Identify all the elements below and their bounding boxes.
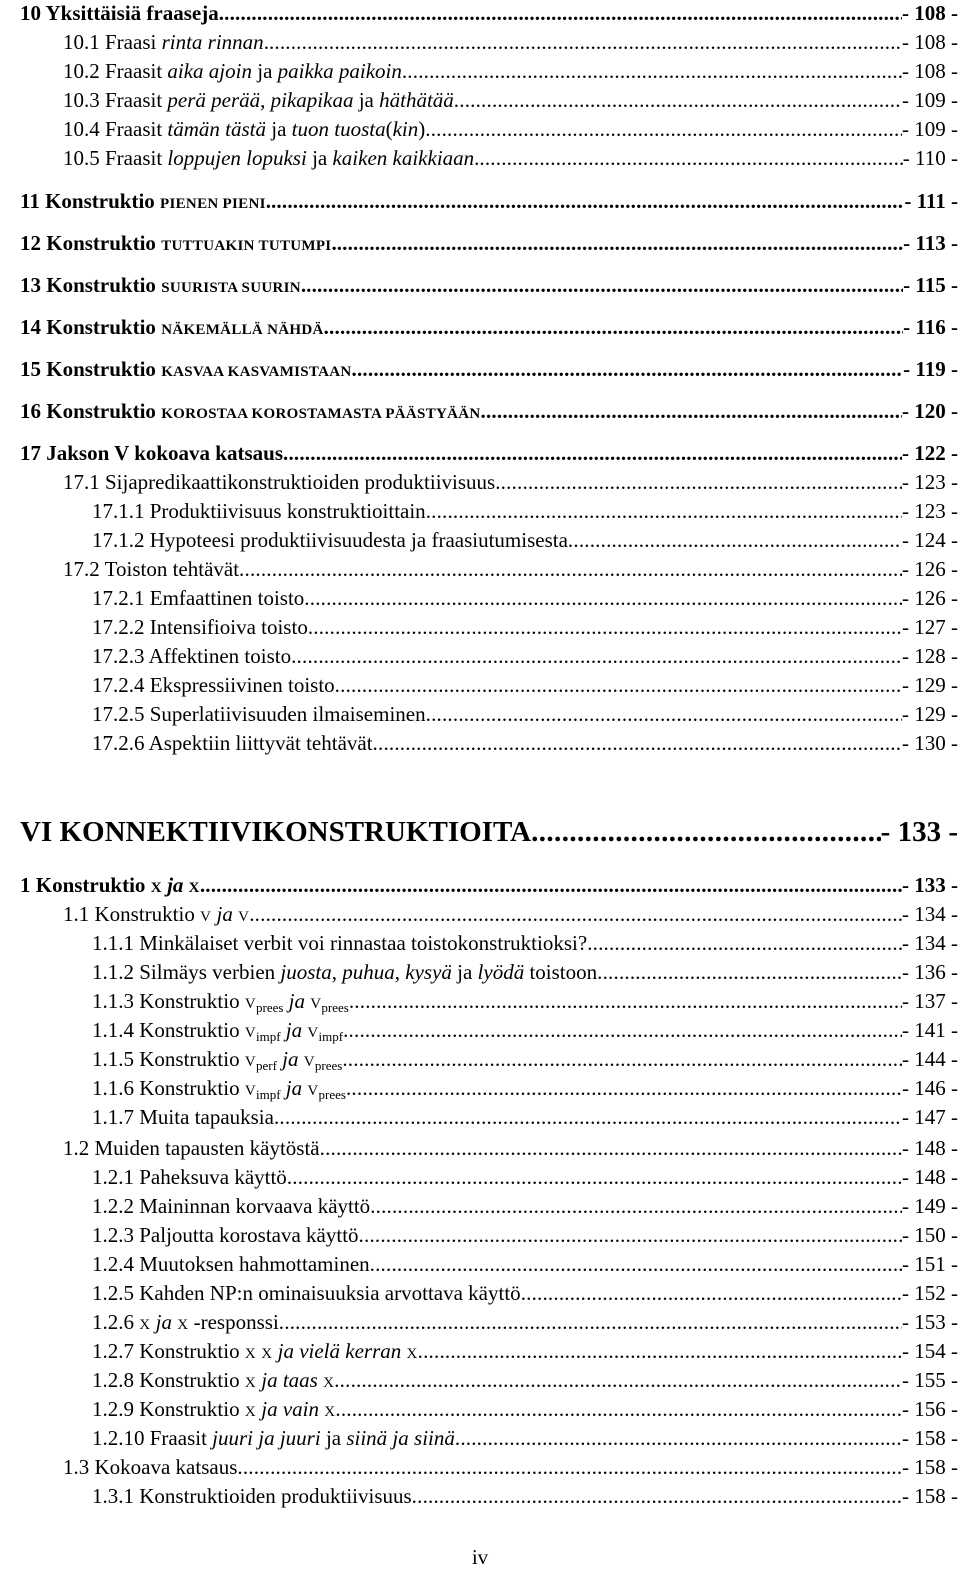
toc-entry[interactable] xyxy=(0,1457,958,1478)
dot-leader xyxy=(304,588,902,609)
dot-leader xyxy=(346,1078,902,1099)
toc-entry-title: 17.2.5 Superlatiivisuuden ilmaiseminen xyxy=(92,702,426,726)
dot-leader xyxy=(425,119,902,140)
toc-entry-page: - 127 - xyxy=(902,615,958,639)
toc-entry-page: - 158 - xyxy=(902,1426,958,1450)
toc-entry-page: - 148 - xyxy=(902,1136,958,1160)
dot-leader xyxy=(521,1283,902,1304)
dot-leader xyxy=(271,191,904,212)
dot-leader xyxy=(279,1312,902,1333)
toc-entry-page: - 134 - xyxy=(902,931,958,955)
toc-entry-page: - 144 - xyxy=(902,1047,958,1071)
toc-entry-title: 1.1.5 Konstruktio $V_{perf}$ ja $V_{prees}$ xyxy=(92,1047,343,1073)
toc-entry-title: 17.2.1 Emfaattinen toisto xyxy=(92,586,305,610)
toc-entry-title: 1.2.7 Konstruktio X X ja vielä kerran X xyxy=(92,1339,418,1363)
dot-leader xyxy=(402,61,902,82)
dot-leader xyxy=(426,704,902,725)
toc-entry-page: - 149 - xyxy=(902,1194,958,1218)
toc-entry[interactable] xyxy=(0,275,958,296)
toc-entry-title: 17.1.1 Produktiivisuus konstruktioittain xyxy=(92,499,426,523)
toc-entry-page: - 128 - xyxy=(902,644,958,668)
dot-leader xyxy=(334,1370,902,1391)
dot-leader xyxy=(454,90,902,111)
toc-entry[interactable] xyxy=(0,675,958,696)
toc-entry[interactable] xyxy=(0,1167,958,1188)
dot-leader xyxy=(481,401,902,422)
toc-entry-page: - 110 - xyxy=(902,146,958,170)
dot-leader xyxy=(306,275,903,296)
dot-leader xyxy=(426,501,902,522)
dot-leader xyxy=(342,1049,902,1070)
toc-entry[interactable] xyxy=(0,1196,958,1217)
dot-leader xyxy=(308,617,902,638)
toc-entry-title: 11 Konstruktio PIENEN PIENI. xyxy=(20,189,271,213)
toc-entry-title: 1.3 Kokoava katsaus xyxy=(63,1455,238,1479)
dot-leader xyxy=(237,1457,902,1478)
dot-leader xyxy=(291,646,902,667)
toc-entry-page: - 123 - xyxy=(902,470,958,494)
toc-entry-title: 17.2.2 Intensifioiva toisto xyxy=(92,615,308,639)
toc-entry[interactable] xyxy=(0,1047,958,1073)
dot-leader xyxy=(274,1107,902,1128)
toc-entry-page: - 158 - xyxy=(902,1455,958,1479)
toc-entry-title: 10.2 Fraasit aika ajoin ja paikka paikoin xyxy=(63,59,402,83)
dot-leader xyxy=(455,1428,902,1449)
toc-entry[interactable] xyxy=(0,233,958,254)
toc-entry[interactable] xyxy=(0,1225,958,1246)
toc-entry-title: 17.2.4 Ekspressiivinen toisto xyxy=(92,673,335,697)
toc-entry-page: - 147 - xyxy=(902,1105,958,1129)
toc-entry-title: 1.2 Muiden tapausten käytöstä xyxy=(63,1136,320,1160)
toc-entry-page: - 124 - xyxy=(902,528,958,552)
toc-entry-page: - 111 - xyxy=(904,189,958,213)
dot-leader xyxy=(287,1167,902,1188)
dot-leader xyxy=(337,233,903,254)
toc-entry[interactable] xyxy=(0,1076,958,1102)
dot-leader xyxy=(269,32,902,53)
toc-entry-page: - 150 - xyxy=(902,1223,958,1247)
toc-entry-title: 17.1 Sijapredikaattikonstruktioiden produktiivisuus xyxy=(63,470,496,494)
toc-entry[interactable] xyxy=(0,1486,958,1507)
dot-leader xyxy=(283,443,902,464)
toc-entry-page: - 133 - xyxy=(880,816,958,848)
toc-entry-title: 1.2.5 Kahden NP:n ominaisuuksia arvottava käyttö xyxy=(92,1281,521,1305)
toc-entry-page: - 137 - xyxy=(902,989,958,1013)
toc-entry-title: 1.1.4 Konstruktio $V_{impf}$ ja $V_{impf}$ xyxy=(92,1018,344,1044)
toc-entry-page: - 136 - xyxy=(902,960,958,984)
toc-entry-title: 1.2.9 Konstruktio X ja vain X xyxy=(92,1397,336,1421)
toc-entry-page: - 116 - xyxy=(903,315,958,339)
toc-entry-title: 10 Yksittäisiä fraaseja xyxy=(20,1,219,25)
toc-entry-title: 17.2 Toiston tehtävät xyxy=(63,557,240,581)
toc-entry-title: 1.2.4 Muutoksen hahmottaminen xyxy=(92,1252,370,1276)
dot-leader xyxy=(352,359,904,380)
toc-entry[interactable] xyxy=(0,904,958,925)
dot-leader xyxy=(418,1341,902,1362)
toc-entry[interactable] xyxy=(0,818,958,847)
toc-entry[interactable] xyxy=(0,530,958,551)
dot-leader xyxy=(479,148,902,169)
toc-entry-page: - 119 - xyxy=(903,357,958,381)
dot-leader xyxy=(335,1399,902,1420)
toc-entry[interactable] xyxy=(0,588,958,609)
dot-leader xyxy=(249,904,902,925)
toc-entry-title: 17 Jakson V kokoava katsaus xyxy=(20,441,283,465)
toc-entry-page: - 130 - xyxy=(902,731,958,755)
toc-entry[interactable] xyxy=(0,1254,958,1275)
toc-entry[interactable] xyxy=(0,1107,958,1128)
toc-entry-page: - 156 - xyxy=(902,1397,958,1421)
toc-entry-title: 1.2.3 Paljoutta korostava käyttö xyxy=(92,1223,359,1247)
toc-entry-page: - 155 - xyxy=(902,1368,958,1392)
toc-entry[interactable] xyxy=(0,1428,958,1449)
toc-entry-page: - 133 - xyxy=(902,873,958,897)
dot-leader xyxy=(412,1486,902,1507)
toc-entry-page: - 154 - xyxy=(902,1339,958,1363)
toc-entry-title: 10.5 Fraasit loppujen lopuksi ja kaiken kaikkiaan. xyxy=(63,146,480,170)
toc-entry[interactable] xyxy=(0,1312,958,1333)
toc-entry-page: - 148 - xyxy=(902,1165,958,1189)
toc-entry-page: - 126 - xyxy=(902,586,958,610)
toc-entry-page: - 153 - xyxy=(902,1310,958,1334)
toc-entry[interactable] xyxy=(0,1138,958,1159)
dot-leader xyxy=(495,472,902,493)
dot-leader xyxy=(335,675,902,696)
dot-leader xyxy=(219,3,902,24)
toc-entry[interactable] xyxy=(0,472,958,493)
toc-entry-title: 1.2.6 X ja X -responssi xyxy=(92,1310,279,1334)
toc-entry[interactable] xyxy=(0,733,958,754)
toc-entry[interactable] xyxy=(0,617,958,638)
toc-entry[interactable] xyxy=(0,148,958,169)
dot-leader xyxy=(568,530,902,551)
toc-entry[interactable] xyxy=(0,119,958,140)
toc-entry[interactable] xyxy=(0,704,958,725)
toc-entry[interactable] xyxy=(0,191,958,212)
toc-entry[interactable] xyxy=(0,1399,958,1420)
toc-entry-title: 15 Konstruktio KASVAA KASVAMISTAAN xyxy=(20,357,352,381)
dot-leader xyxy=(370,1254,902,1275)
toc-entry-title: 10.1 Fraasi rinta rinnan. xyxy=(63,30,269,54)
toc-entry-title: 16 Konstruktio KOROSTAA KOROSTAMASTA PÄÄSTYÄÄN xyxy=(20,399,481,423)
toc-entry-page: - 109 - xyxy=(902,117,958,141)
toc-entry-title: VI KONNEKTIIVIKONSTRUKTIOITA xyxy=(20,816,532,848)
toc-entry-page: - 129 - xyxy=(902,702,958,726)
toc-entry-page: - 158 - xyxy=(902,1484,958,1508)
dot-leader xyxy=(373,733,902,754)
dot-leader xyxy=(200,875,902,896)
toc-entry-title: 13 Konstruktio SUURISTA SUURIN. xyxy=(20,273,307,297)
toc-entry[interactable] xyxy=(0,962,958,983)
toc-entry-page: - 120 - xyxy=(902,399,958,423)
toc-entry-title: 17.1.2 Hypoteesi produktiivisuudesta ja fraasiutumisesta xyxy=(92,528,568,552)
toc-entry-page: - 141 - xyxy=(902,1018,958,1042)
toc-entry[interactable] xyxy=(0,61,958,82)
toc-entry-title: 10.3 Fraasit perä perää, pikapikaa ja häthätää xyxy=(63,88,454,112)
toc-entry-title: 1.1.3 Konstruktio $V_{prees}$ ja $V_{prees}$ xyxy=(92,989,349,1015)
toc-entry-page: - 115 - xyxy=(903,273,958,297)
toc-entry[interactable] xyxy=(0,1341,958,1362)
toc-entry-title: 1.1.2 Silmäys verbien juosta, puhua, kysyä ja lyödä toistoon xyxy=(92,960,598,984)
toc-entry-title: 17.2.3 Affektinen toisto xyxy=(92,644,292,668)
toc-entry[interactable] xyxy=(0,1018,958,1044)
toc-entry-page: - 122 - xyxy=(902,441,958,465)
toc-entry-title: 1 Konstruktio X ja X xyxy=(20,873,200,897)
toc-entry[interactable] xyxy=(0,1283,958,1304)
toc-entry-page: - 123 - xyxy=(902,499,958,523)
toc-entry-title: 1.1.7 Muita tapauksia xyxy=(92,1105,274,1129)
toc-entry[interactable] xyxy=(0,359,958,380)
toc-entry-title: 1.1.1 Minkälaiset verbit voi rinnastaa toistokonstruktioksi? xyxy=(92,931,588,955)
dot-leader xyxy=(239,559,902,580)
toc-entry-page: - 113 - xyxy=(903,231,958,255)
dot-leader xyxy=(370,1196,902,1217)
dot-leader xyxy=(531,818,881,847)
toc-entry-title: 1.3.1 Konstruktioiden produktiivisuus xyxy=(92,1484,412,1508)
dot-leader xyxy=(597,962,902,983)
toc-entry[interactable] xyxy=(0,559,958,580)
toc-entry[interactable] xyxy=(0,32,958,53)
toc-entry[interactable] xyxy=(0,646,958,667)
toc-entry[interactable] xyxy=(0,1370,958,1391)
dot-leader xyxy=(349,991,902,1012)
toc-entry-page: - 126 - xyxy=(902,557,958,581)
dot-leader xyxy=(587,933,902,954)
dot-leader xyxy=(324,317,904,338)
toc-entry-title: 1.2.8 Konstruktio X ja taas X xyxy=(92,1368,335,1392)
toc-entry-page: - 108 - xyxy=(902,1,958,25)
toc-entry[interactable] xyxy=(0,90,958,111)
toc-entry-title: 1.1.6 Konstruktio $V_{impf}$ ja $V_{prees}$ xyxy=(92,1076,346,1102)
toc-entry-page: - 109 - xyxy=(902,88,958,112)
toc-entry[interactable] xyxy=(0,933,958,954)
page-number: iv xyxy=(471,1545,489,1569)
toc-entry[interactable] xyxy=(0,875,958,896)
toc-entry-page: - 146 - xyxy=(902,1076,958,1100)
dot-leader xyxy=(320,1138,902,1159)
toc-entry-title: 10.4 Fraasit tämän tästä ja tuon tuosta(kin) xyxy=(63,117,426,141)
toc-entry-title: 17.2.6 Aspektiin liittyvät tehtävät xyxy=(92,731,373,755)
dot-leader xyxy=(343,1020,902,1041)
toc-entry[interactable] xyxy=(0,443,958,464)
toc-entry-title: 12 Konstruktio TUTTUAKIN TUTUMPI. xyxy=(20,231,337,255)
toc-entry-page: - 129 - xyxy=(902,673,958,697)
toc-entry-page: - 134 - xyxy=(902,902,958,926)
toc-entry[interactable] xyxy=(0,401,958,422)
toc-entry-title: 14 Konstruktio NÄKEMÄLLÄ NÄHDÄ xyxy=(20,315,324,339)
toc-entry-title: 1.2.10 Fraasit juuri ja juuri ja siinä ja siinä xyxy=(92,1426,455,1450)
toc-entry[interactable] xyxy=(0,501,958,522)
toc-entry-page: - 152 - xyxy=(902,1281,958,1305)
toc-entry[interactable] xyxy=(0,989,958,1015)
dot-leader xyxy=(359,1225,902,1246)
toc-entry-page: - 151 - xyxy=(902,1252,958,1276)
toc-entry-title: 1.2.2 Maininnan korvaava käyttö xyxy=(92,1194,371,1218)
toc-entry[interactable] xyxy=(0,3,958,24)
toc-entry[interactable] xyxy=(0,317,958,338)
toc-entry-title: 1.2.1 Paheksuva käyttö xyxy=(92,1165,287,1189)
toc-entry-page: - 108 - xyxy=(902,30,958,54)
toc-entry-title: 1.1 Konstruktio V ja V xyxy=(63,902,250,926)
toc-entry-page: - 108 - xyxy=(902,59,958,83)
